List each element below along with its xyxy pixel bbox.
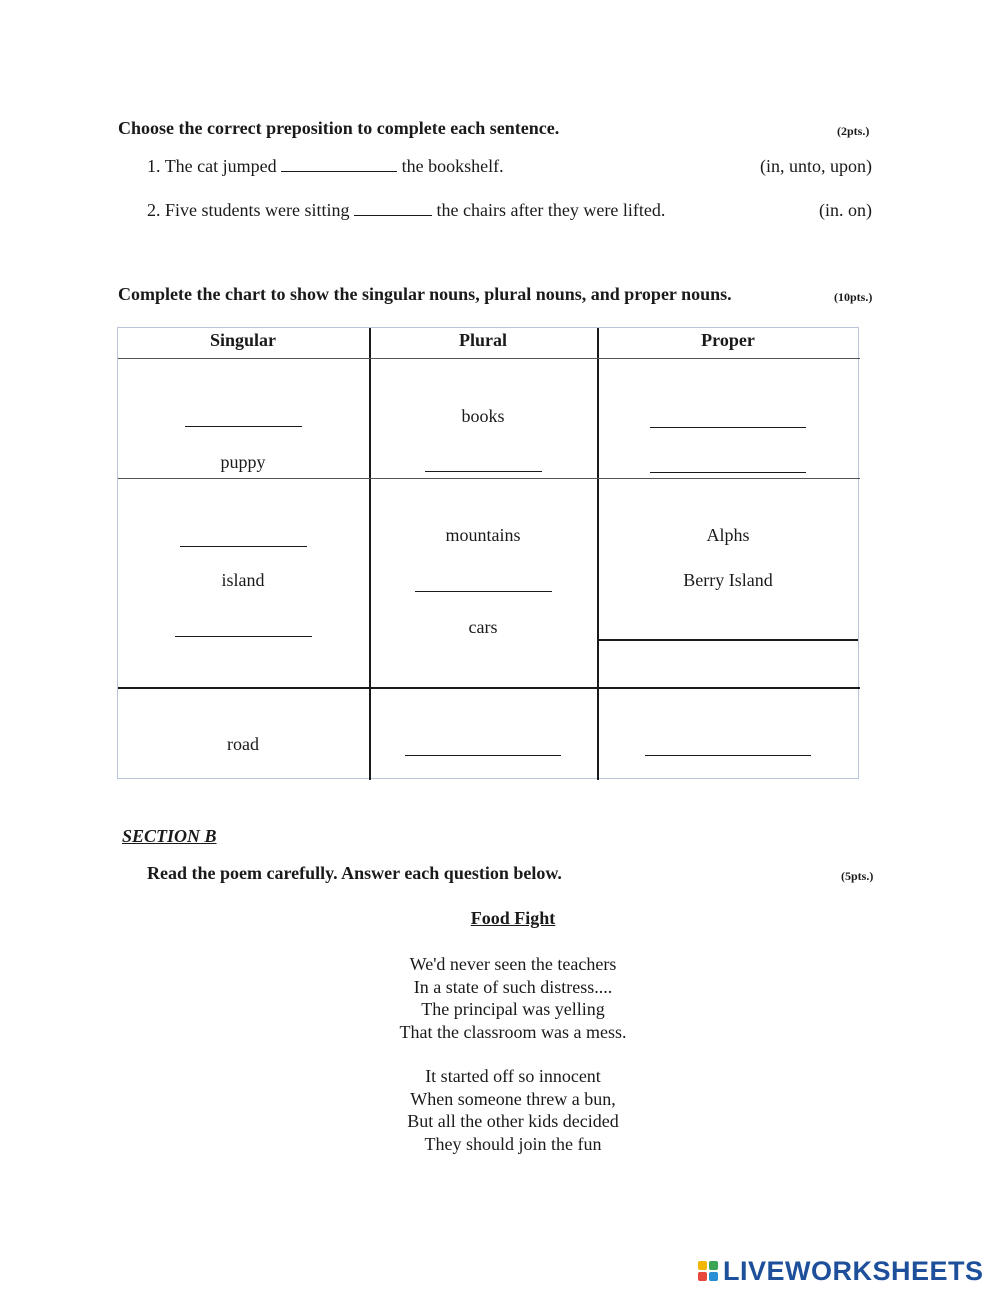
poem-line: That the classroom was a mess. (399, 1021, 627, 1042)
row-divider (598, 639, 858, 641)
poem-title: Food Fight (470, 908, 556, 928)
answer-blank[interactable] (281, 171, 397, 172)
word-puppy: puppy (220, 452, 266, 472)
section-b-instruction: Read the poem carefully. Answer each question below. (147, 863, 562, 883)
poem-line: It started off so innocent (425, 1066, 601, 1086)
answer-blank[interactable] (354, 215, 432, 216)
answer-blank[interactable] (425, 471, 542, 472)
question-text-before: Five students were sitting (165, 200, 350, 220)
poem-line: We'd never seen the teachers (409, 954, 617, 974)
answer-blank[interactable] (650, 472, 806, 473)
answer-blank[interactable] (650, 427, 806, 428)
word-road: road (227, 734, 259, 754)
header-proper: Proper (701, 330, 755, 350)
question-text-before: The cat jumped (164, 156, 277, 176)
word-alphs: Alphs (706, 525, 750, 545)
answer-blank[interactable] (180, 546, 307, 547)
question-1 (147, 156, 504, 177)
word-island: island (221, 570, 265, 590)
row-divider (118, 478, 860, 479)
poem-stanza-1 (0, 953, 1000, 1043)
question-text-after: the chairs after they were lifted. (436, 200, 666, 220)
word-mountains: mountains (445, 525, 521, 545)
question-text-after: the bookshelf. (401, 156, 504, 176)
question-2-options: (in. on) (819, 200, 872, 220)
liveworksheets-logo[interactable] (698, 1256, 984, 1286)
answer-blank[interactable] (415, 591, 552, 592)
answer-blank[interactable] (185, 426, 302, 427)
logo-text: LIVEWORKSHEETS (723, 1255, 984, 1286)
logo-square (709, 1272, 718, 1281)
poem-line: In a state of such distress.... (413, 976, 613, 997)
poem-line: But all the other kids decided (407, 1111, 619, 1131)
column-divider (597, 328, 599, 780)
question-2 (147, 200, 665, 221)
chart-instruction: Complete the chart to show the singular nouns, plural nouns, and proper nouns. (118, 284, 732, 304)
logo-mark-icon (698, 1261, 718, 1281)
word-books: books (461, 406, 505, 426)
header-singular: Singular (209, 330, 277, 350)
word-cars: cars (468, 617, 498, 637)
section-b-title: SECTION B (122, 826, 217, 846)
logo-square (709, 1261, 718, 1270)
row-divider (118, 687, 860, 689)
poem-line: The principal was yelling (421, 999, 605, 1019)
question-number: 1. (147, 156, 161, 176)
answer-blank[interactable] (175, 636, 312, 637)
poem-line: They should join the fun (424, 1133, 602, 1154)
column-divider (369, 328, 371, 780)
header-plural: Plural (459, 330, 507, 350)
preposition-points: (2pts.) (837, 124, 870, 138)
row-divider (118, 358, 860, 359)
noun-chart (117, 327, 859, 779)
word-berry-island: Berry Island (683, 570, 773, 590)
question-1-options: (in, unto, upon) (760, 156, 872, 176)
question-number: 2. (147, 200, 161, 220)
section-b-points: (5pts.) (841, 869, 874, 883)
answer-blank[interactable] (405, 755, 561, 756)
poem-stanza-2 (0, 1065, 1000, 1155)
poem-line: When someone threw a bun, (410, 1088, 616, 1109)
chart-points: (10pts.) (834, 290, 873, 304)
answer-blank[interactable] (645, 755, 811, 756)
logo-square (698, 1261, 707, 1270)
logo-square (698, 1272, 707, 1281)
preposition-instruction: Choose the correct preposition to complete each sentence. (118, 118, 560, 138)
